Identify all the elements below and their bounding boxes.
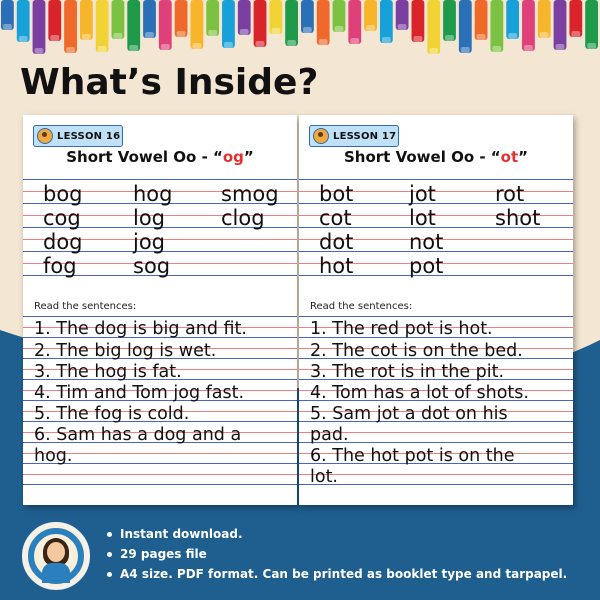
- ruled-line-blue: [23, 316, 297, 317]
- word: lot: [409, 206, 436, 230]
- heading-suffix: ”: [243, 148, 254, 166]
- word: log: [133, 206, 166, 230]
- logo-face: [47, 542, 65, 562]
- word: rot: [495, 182, 525, 206]
- sentence: lot.: [310, 467, 338, 487]
- sentence: 4. Tim and Tom jog fast.: [34, 383, 245, 403]
- teacher-avatar-icon: [313, 128, 329, 144]
- sentence: 4. Tom has a lot of shots.: [310, 383, 529, 403]
- ruled-line-blue: [299, 179, 573, 180]
- lesson-badge: [309, 125, 399, 147]
- sentence: 1. The dog is big and fit.: [34, 319, 247, 339]
- ruled-line-blue: [23, 484, 297, 485]
- feature-item: Instant download.: [104, 524, 567, 544]
- heading-prefix: Short Vowel Oo - “: [344, 148, 501, 166]
- read-sentences-label: Read the sentences:: [310, 301, 413, 312]
- teacher-avatar-icon: [37, 128, 53, 144]
- word: sog: [133, 254, 171, 278]
- worksheet-page-lesson-17: [299, 115, 573, 505]
- sentence: 6. Sam has a dog and a: [34, 425, 242, 445]
- ruled-line-blue: [299, 316, 573, 317]
- sentence: pad.: [310, 425, 349, 445]
- sentence: 3. The rot is in the pit.: [310, 362, 505, 382]
- lesson-badge: [33, 125, 123, 147]
- word: hot: [319, 254, 354, 278]
- feature-item: A4 size. PDF format. Can be printed as booklet type and tarpapel.: [104, 564, 567, 584]
- worksheet-heading: [23, 148, 297, 166]
- lesson-number: LESSON 16: [57, 130, 121, 142]
- ruled-line-red: [23, 474, 297, 475]
- heading-prefix: Short Vowel Oo - “: [66, 148, 223, 166]
- word: cog: [43, 206, 81, 230]
- word: smog: [221, 182, 279, 206]
- educraft-hub-logo: [22, 522, 90, 590]
- worksheet-page-lesson-16: [23, 115, 297, 505]
- sentence: 3. The hog is fat.: [34, 362, 182, 382]
- sentence: hog.: [34, 446, 73, 466]
- word: clog: [221, 206, 265, 230]
- word: jot: [409, 182, 436, 206]
- phonogram: og: [222, 148, 244, 166]
- word: hog: [133, 182, 173, 206]
- worksheet-heading: [299, 148, 573, 166]
- word: bog: [43, 182, 83, 206]
- word: dot: [319, 230, 354, 254]
- sentence: 5. Sam jot a dot on his: [310, 404, 508, 424]
- word: fog: [43, 254, 77, 278]
- page-title: What’s Inside?: [20, 62, 319, 103]
- read-sentences-label: Read the sentences:: [34, 301, 137, 312]
- sentence: 6. The hot pot is on the: [310, 446, 515, 466]
- word: pot: [409, 254, 444, 278]
- word: dog: [43, 230, 83, 254]
- phonogram: ot: [500, 148, 519, 166]
- sentence: 1. The red pot is hot.: [310, 319, 493, 339]
- ruled-line-red: [299, 474, 573, 475]
- word: not: [409, 230, 444, 254]
- sentence: 5. The fog is cold.: [34, 404, 190, 424]
- ruled-line-blue: [299, 484, 573, 485]
- word: bot: [319, 182, 354, 206]
- feature-list: [104, 524, 567, 584]
- ruled-line-blue: [23, 179, 297, 180]
- word: shot: [495, 206, 541, 230]
- word: cot: [319, 206, 352, 230]
- heading-suffix: ”: [518, 148, 528, 166]
- feature-item: 29 pages file: [104, 544, 567, 564]
- logo-body: [42, 563, 70, 583]
- sentence: 2. The big log is wet.: [34, 341, 217, 361]
- word: jog: [133, 230, 166, 254]
- lesson-number: LESSON 17: [333, 130, 397, 142]
- sentence: 2. The cot is on the bed.: [310, 341, 523, 361]
